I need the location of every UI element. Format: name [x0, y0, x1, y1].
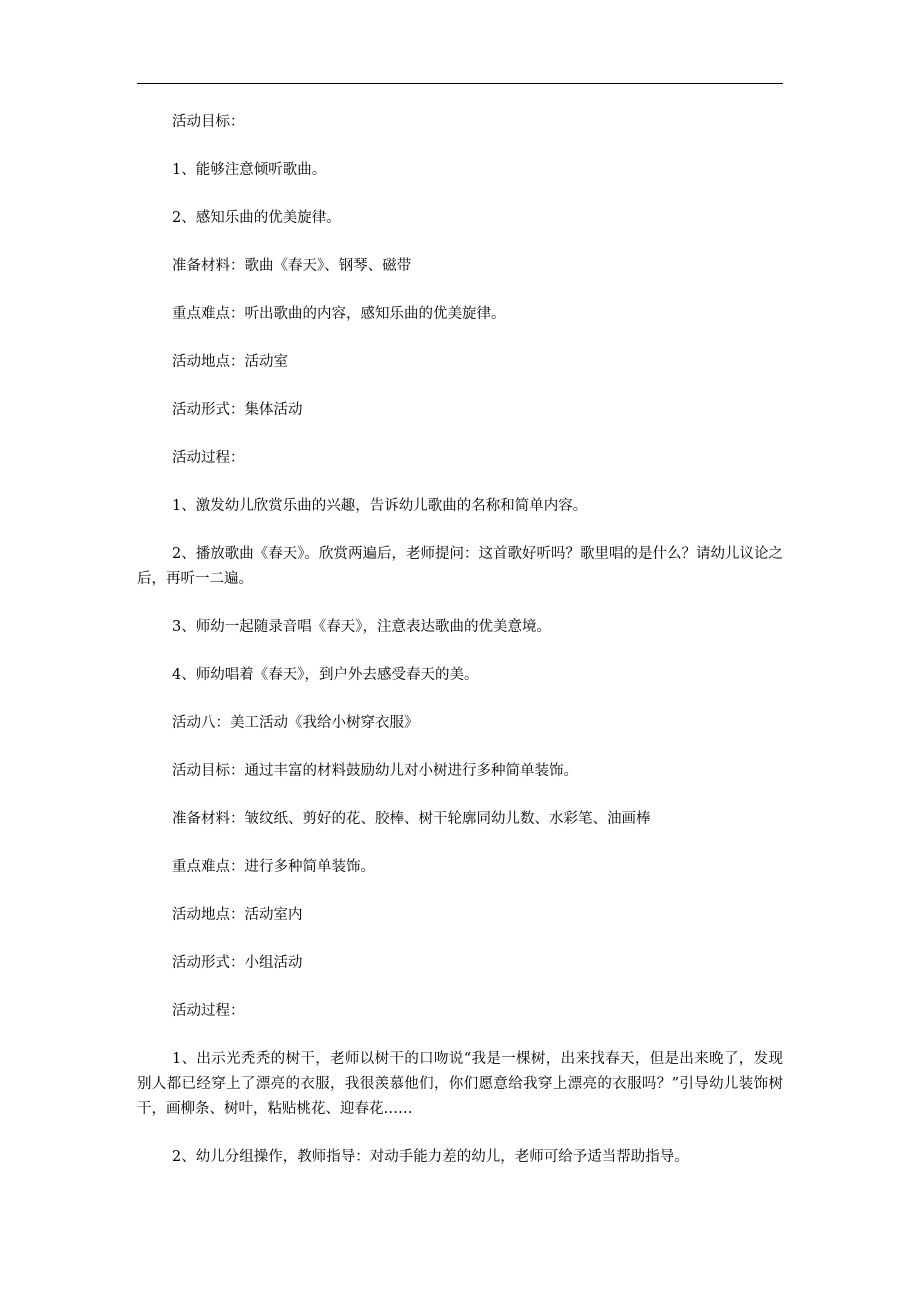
paragraph-step-3: 3、师幼一起随录音唱《春天》，注意表达歌曲的优美意境。	[172, 619, 551, 635]
paragraph-format: 活动形式：集体活动	[172, 402, 303, 418]
paragraph-activity-eight-materials: 准备材料：皱纹纸、剪好的花、胶棒、树干轮廓同幼儿数、水彩笔、油画棒	[172, 811, 651, 827]
paragraph-activity-goal-heading: 活动目标：	[172, 114, 245, 130]
header-rule	[137, 83, 783, 84]
paragraph-activity-eight-process-heading: 活动过程：	[172, 1003, 245, 1019]
paragraph-location: 活动地点：活动室	[172, 354, 288, 370]
paragraph-goal-2: 2、感知乐曲的优美旋律。	[172, 210, 341, 226]
paragraph-step-4: 4、师幼唱着《春天》，到户外去感受春天的美。	[172, 667, 479, 683]
paragraph-goal-1: 1、能够注意倾听歌曲。	[172, 162, 327, 178]
paragraph-activity-eight-key-points: 重点难点：进行多种简单装饰。	[172, 859, 375, 875]
paragraph-activity-eight-format: 活动形式：小组活动	[172, 955, 303, 971]
paragraph-activity-eight-location: 活动地点：活动室内	[172, 907, 303, 923]
document-body	[137, 110, 783, 1170]
paragraph-step-2: 2、播放歌曲《春天》。欣赏两遍后，老师提问：这首歌好听吗？歌里唱的是什么？请幼儿议论之后，再听一二遍。	[137, 546, 783, 587]
paragraph-activity-eight-goal: 活动目标：通过丰富的材料鼓励幼儿对小树进行多种简单装饰。	[172, 763, 578, 779]
paragraph-key-points: 重点难点：听出歌曲的内容，感知乐曲的优美旋律。	[172, 306, 506, 322]
paragraph-activity-eight-title: 活动八：美工活动《我给小树穿衣服》	[172, 715, 419, 731]
paragraph-step-1: 1、激发幼儿欣赏乐曲的兴趣，告诉幼儿歌曲的名称和简单内容。	[172, 498, 588, 514]
paragraph-materials: 准备材料：歌曲《春天》、钢琴、磁带	[172, 258, 412, 274]
paragraph-process-heading: 活动过程：	[172, 450, 245, 466]
paragraph-activity-eight-step-2: 2、幼儿分组操作，教师指导：对动手能力差的幼儿，老师可给予适当帮助指导。	[172, 1149, 689, 1165]
paragraph-activity-eight-step-1: 1、出示光秃秃的树干，老师以树干的口吻说“我是一棵树，出来找春天，但是出来晚了，发现别人都已经穿上了漂亮的衣服，我很羡慕他们，你们愿意给我穿上漂亮的衣服吗？”引导幼儿装饰树干，画柳条、树叶，粘贴桃花、迎春花……	[137, 1051, 783, 1117]
